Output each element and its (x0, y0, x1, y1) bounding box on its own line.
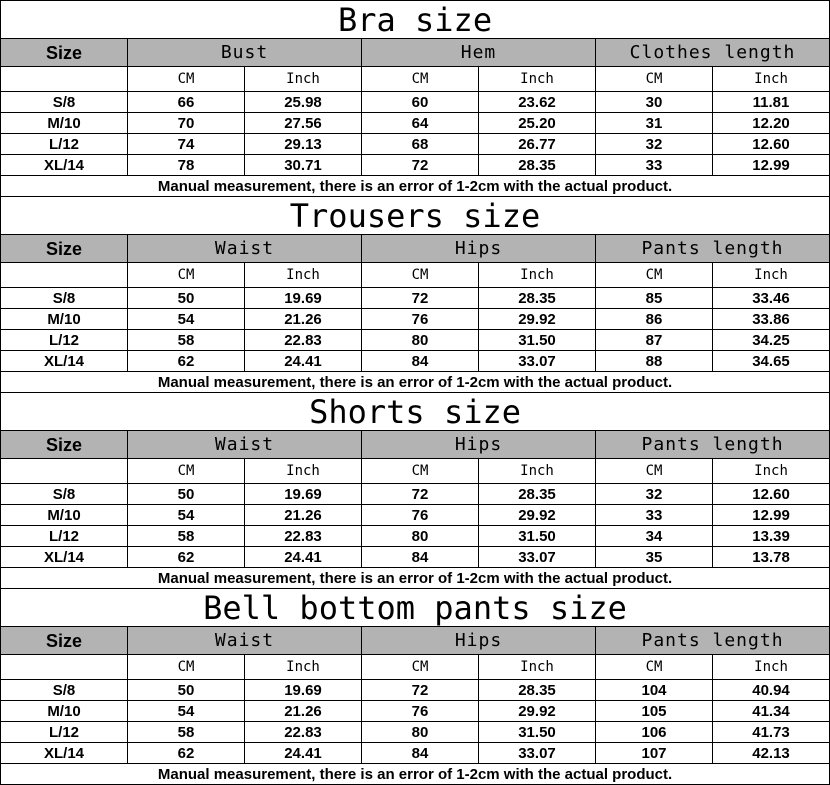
size-table (0, 196, 830, 393)
measurement-value: 70 (128, 113, 245, 134)
measurement-value: 107 (596, 743, 713, 764)
measurement-value: 21.26 (245, 701, 362, 722)
size-label: M/10 (1, 701, 128, 722)
measurement-value: 62 (128, 547, 245, 568)
measurement-value: 58 (128, 526, 245, 547)
measurement-value: 31.50 (479, 722, 596, 743)
size-label: L/12 (1, 722, 128, 743)
measurement-value: 64 (362, 113, 479, 134)
measurement-header: Waist (128, 235, 362, 263)
measurement-value: 28.35 (479, 155, 596, 176)
size-label: S/8 (1, 92, 128, 113)
unit-cm: CM (596, 263, 713, 288)
measurement-value: 34.65 (713, 351, 830, 372)
measurement-value: 24.41 (245, 351, 362, 372)
measurement-value: 76 (362, 505, 479, 526)
measurement-value: 33.07 (479, 351, 596, 372)
measurement-value: 26.77 (479, 134, 596, 155)
measurement-value: 29.92 (479, 701, 596, 722)
measurement-value: 31 (596, 113, 713, 134)
section-title: Shorts size (1, 393, 830, 431)
size-label: XL/14 (1, 547, 128, 568)
measurement-value: 32 (596, 134, 713, 155)
blank-cell (1, 263, 128, 288)
size-label: M/10 (1, 505, 128, 526)
table-row (1, 155, 830, 176)
measurement-value: 29.92 (479, 505, 596, 526)
measurement-value: 30 (596, 92, 713, 113)
measurement-header: Waist (128, 431, 362, 459)
measurement-value: 72 (362, 155, 479, 176)
measurement-value: 12.99 (713, 155, 830, 176)
measurement-value: 35 (596, 547, 713, 568)
measurement-value: 76 (362, 701, 479, 722)
measurement-value: 62 (128, 351, 245, 372)
table-row (1, 288, 830, 309)
size-label: M/10 (1, 113, 128, 134)
blank-cell (1, 459, 128, 484)
measurement-value: 29.92 (479, 309, 596, 330)
measurement-value: 29.13 (245, 134, 362, 155)
measurement-value: 13.39 (713, 526, 830, 547)
measurement-value: 21.26 (245, 309, 362, 330)
measurement-value: 105 (596, 701, 713, 722)
unit-cm: CM (596, 459, 713, 484)
measurement-value: 72 (362, 484, 479, 505)
measurement-value: 60 (362, 92, 479, 113)
measurement-value: 34.25 (713, 330, 830, 351)
measurement-value: 50 (128, 680, 245, 701)
measurement-value: 24.41 (245, 743, 362, 764)
measurement-value: 40.94 (713, 680, 830, 701)
measurement-value: 41.73 (713, 722, 830, 743)
measurement-value: 33.86 (713, 309, 830, 330)
measurement-value: 80 (362, 330, 479, 351)
measurement-value: 32 (596, 484, 713, 505)
measurement-value: 31.50 (479, 526, 596, 547)
unit-cm: CM (362, 263, 479, 288)
size-label: XL/14 (1, 351, 128, 372)
measurement-value: 28.35 (479, 484, 596, 505)
measurement-value: 68 (362, 134, 479, 155)
measurement-value: 27.56 (245, 113, 362, 134)
measurement-header: Hem (362, 39, 596, 67)
unit-inch: Inch (713, 459, 830, 484)
blank-cell (1, 67, 128, 92)
unit-cm: CM (596, 67, 713, 92)
table-row (1, 743, 830, 764)
measurement-value: 54 (128, 505, 245, 526)
size-label: L/12 (1, 526, 128, 547)
table-row (1, 484, 830, 505)
table-row (1, 113, 830, 134)
size-header: Size (1, 431, 128, 459)
measurement-value: 23.62 (479, 92, 596, 113)
measurement-value: 88 (596, 351, 713, 372)
unit-inch: Inch (245, 263, 362, 288)
unit-inch: Inch (713, 655, 830, 680)
measurement-value: 41.34 (713, 701, 830, 722)
measurement-value: 106 (596, 722, 713, 743)
measurement-value: 78 (128, 155, 245, 176)
unit-inch: Inch (713, 263, 830, 288)
size-header: Size (1, 39, 128, 67)
table-row (1, 330, 830, 351)
size-header: Size (1, 627, 128, 655)
unit-cm: CM (128, 459, 245, 484)
measurement-value: 33 (596, 505, 713, 526)
measurement-value: 12.60 (713, 134, 830, 155)
unit-cm: CM (128, 67, 245, 92)
size-table (0, 392, 830, 589)
measurement-value: 12.20 (713, 113, 830, 134)
unit-inch: Inch (479, 459, 596, 484)
measurement-value: 19.69 (245, 288, 362, 309)
measurement-header: Pants length (596, 627, 830, 655)
unit-inch: Inch (713, 67, 830, 92)
measurement-header: Hips (362, 235, 596, 263)
measurement-value: 50 (128, 484, 245, 505)
measurement-value: 22.83 (245, 330, 362, 351)
unit-inch: Inch (479, 655, 596, 680)
measurement-value: 30.71 (245, 155, 362, 176)
measurement-value: 19.69 (245, 484, 362, 505)
section-title: Bell bottom pants size (1, 589, 830, 627)
measurement-value: 72 (362, 680, 479, 701)
size-label: XL/14 (1, 743, 128, 764)
measurement-value: 22.83 (245, 722, 362, 743)
measurement-value: 34 (596, 526, 713, 547)
unit-inch: Inch (245, 655, 362, 680)
measurement-header: Hips (362, 431, 596, 459)
table-row (1, 701, 830, 722)
unit-cm: CM (596, 655, 713, 680)
measurement-value: 85 (596, 288, 713, 309)
measurement-value: 76 (362, 309, 479, 330)
measurement-value: 74 (128, 134, 245, 155)
measurement-header: Waist (128, 627, 362, 655)
unit-inch: Inch (479, 67, 596, 92)
section-title: Trousers size (1, 197, 830, 235)
measurement-value: 28.35 (479, 288, 596, 309)
table-row (1, 526, 830, 547)
unit-cm: CM (362, 67, 479, 92)
table-row (1, 92, 830, 113)
measurement-value: 22.83 (245, 526, 362, 547)
measurement-value: 24.41 (245, 547, 362, 568)
size-label: L/12 (1, 330, 128, 351)
measurement-value: 25.20 (479, 113, 596, 134)
measurement-value: 58 (128, 330, 245, 351)
table-row (1, 309, 830, 330)
measurement-value: 80 (362, 526, 479, 547)
size-header: Size (1, 235, 128, 263)
measurement-note: Manual measurement, there is an error of 1-2cm with the actual product. (1, 568, 830, 589)
size-label: S/8 (1, 680, 128, 701)
measurement-value: 58 (128, 722, 245, 743)
table-row (1, 547, 830, 568)
measurement-value: 80 (362, 722, 479, 743)
table-row (1, 134, 830, 155)
measurement-value: 62 (128, 743, 245, 764)
measurement-value: 84 (362, 351, 479, 372)
measurement-value: 42.13 (713, 743, 830, 764)
size-label: S/8 (1, 484, 128, 505)
table-row (1, 505, 830, 526)
table-row (1, 351, 830, 372)
measurement-value: 84 (362, 743, 479, 764)
unit-cm: CM (362, 459, 479, 484)
measurement-value: 12.99 (713, 505, 830, 526)
measurement-value: 31.50 (479, 330, 596, 351)
unit-inch: Inch (245, 67, 362, 92)
measurement-value: 25.98 (245, 92, 362, 113)
measurement-value: 84 (362, 547, 479, 568)
measurement-value: 28.35 (479, 680, 596, 701)
table-row (1, 680, 830, 701)
size-label: L/12 (1, 134, 128, 155)
measurement-value: 87 (596, 330, 713, 351)
measurement-note: Manual measurement, there is an error of 1-2cm with the actual product. (1, 176, 830, 197)
measurement-value: 66 (128, 92, 245, 113)
unit-inch: Inch (245, 459, 362, 484)
section-title: Bra size (1, 1, 830, 39)
measurement-value: 104 (596, 680, 713, 701)
measurement-note: Manual measurement, there is an error of 1-2cm with the actual product. (1, 372, 830, 393)
measurement-value: 33 (596, 155, 713, 176)
size-label: XL/14 (1, 155, 128, 176)
unit-cm: CM (128, 655, 245, 680)
measurement-value: 54 (128, 309, 245, 330)
measurement-value: 19.69 (245, 680, 362, 701)
table-row (1, 722, 830, 743)
measurement-value: 33.46 (713, 288, 830, 309)
measurement-header: Pants length (596, 235, 830, 263)
measurement-value: 13.78 (713, 547, 830, 568)
measurement-value: 12.60 (713, 484, 830, 505)
blank-cell (1, 655, 128, 680)
measurement-header: Hips (362, 627, 596, 655)
measurement-value: 54 (128, 701, 245, 722)
measurement-value: 86 (596, 309, 713, 330)
size-label: M/10 (1, 309, 128, 330)
unit-cm: CM (362, 655, 479, 680)
measurement-header: Clothes length (596, 39, 830, 67)
unit-cm: CM (128, 263, 245, 288)
unit-inch: Inch (479, 263, 596, 288)
size-table (0, 588, 830, 785)
measurement-value: 33.07 (479, 743, 596, 764)
measurement-value: 11.81 (713, 92, 830, 113)
measurement-value: 72 (362, 288, 479, 309)
measurement-value: 33.07 (479, 547, 596, 568)
size-label: S/8 (1, 288, 128, 309)
measurement-value: 50 (128, 288, 245, 309)
measurement-value: 21.26 (245, 505, 362, 526)
measurement-header: Bust (128, 39, 362, 67)
size-table (0, 0, 830, 197)
measurement-note: Manual measurement, there is an error of 1-2cm with the actual product. (1, 764, 830, 785)
measurement-header: Pants length (596, 431, 830, 459)
